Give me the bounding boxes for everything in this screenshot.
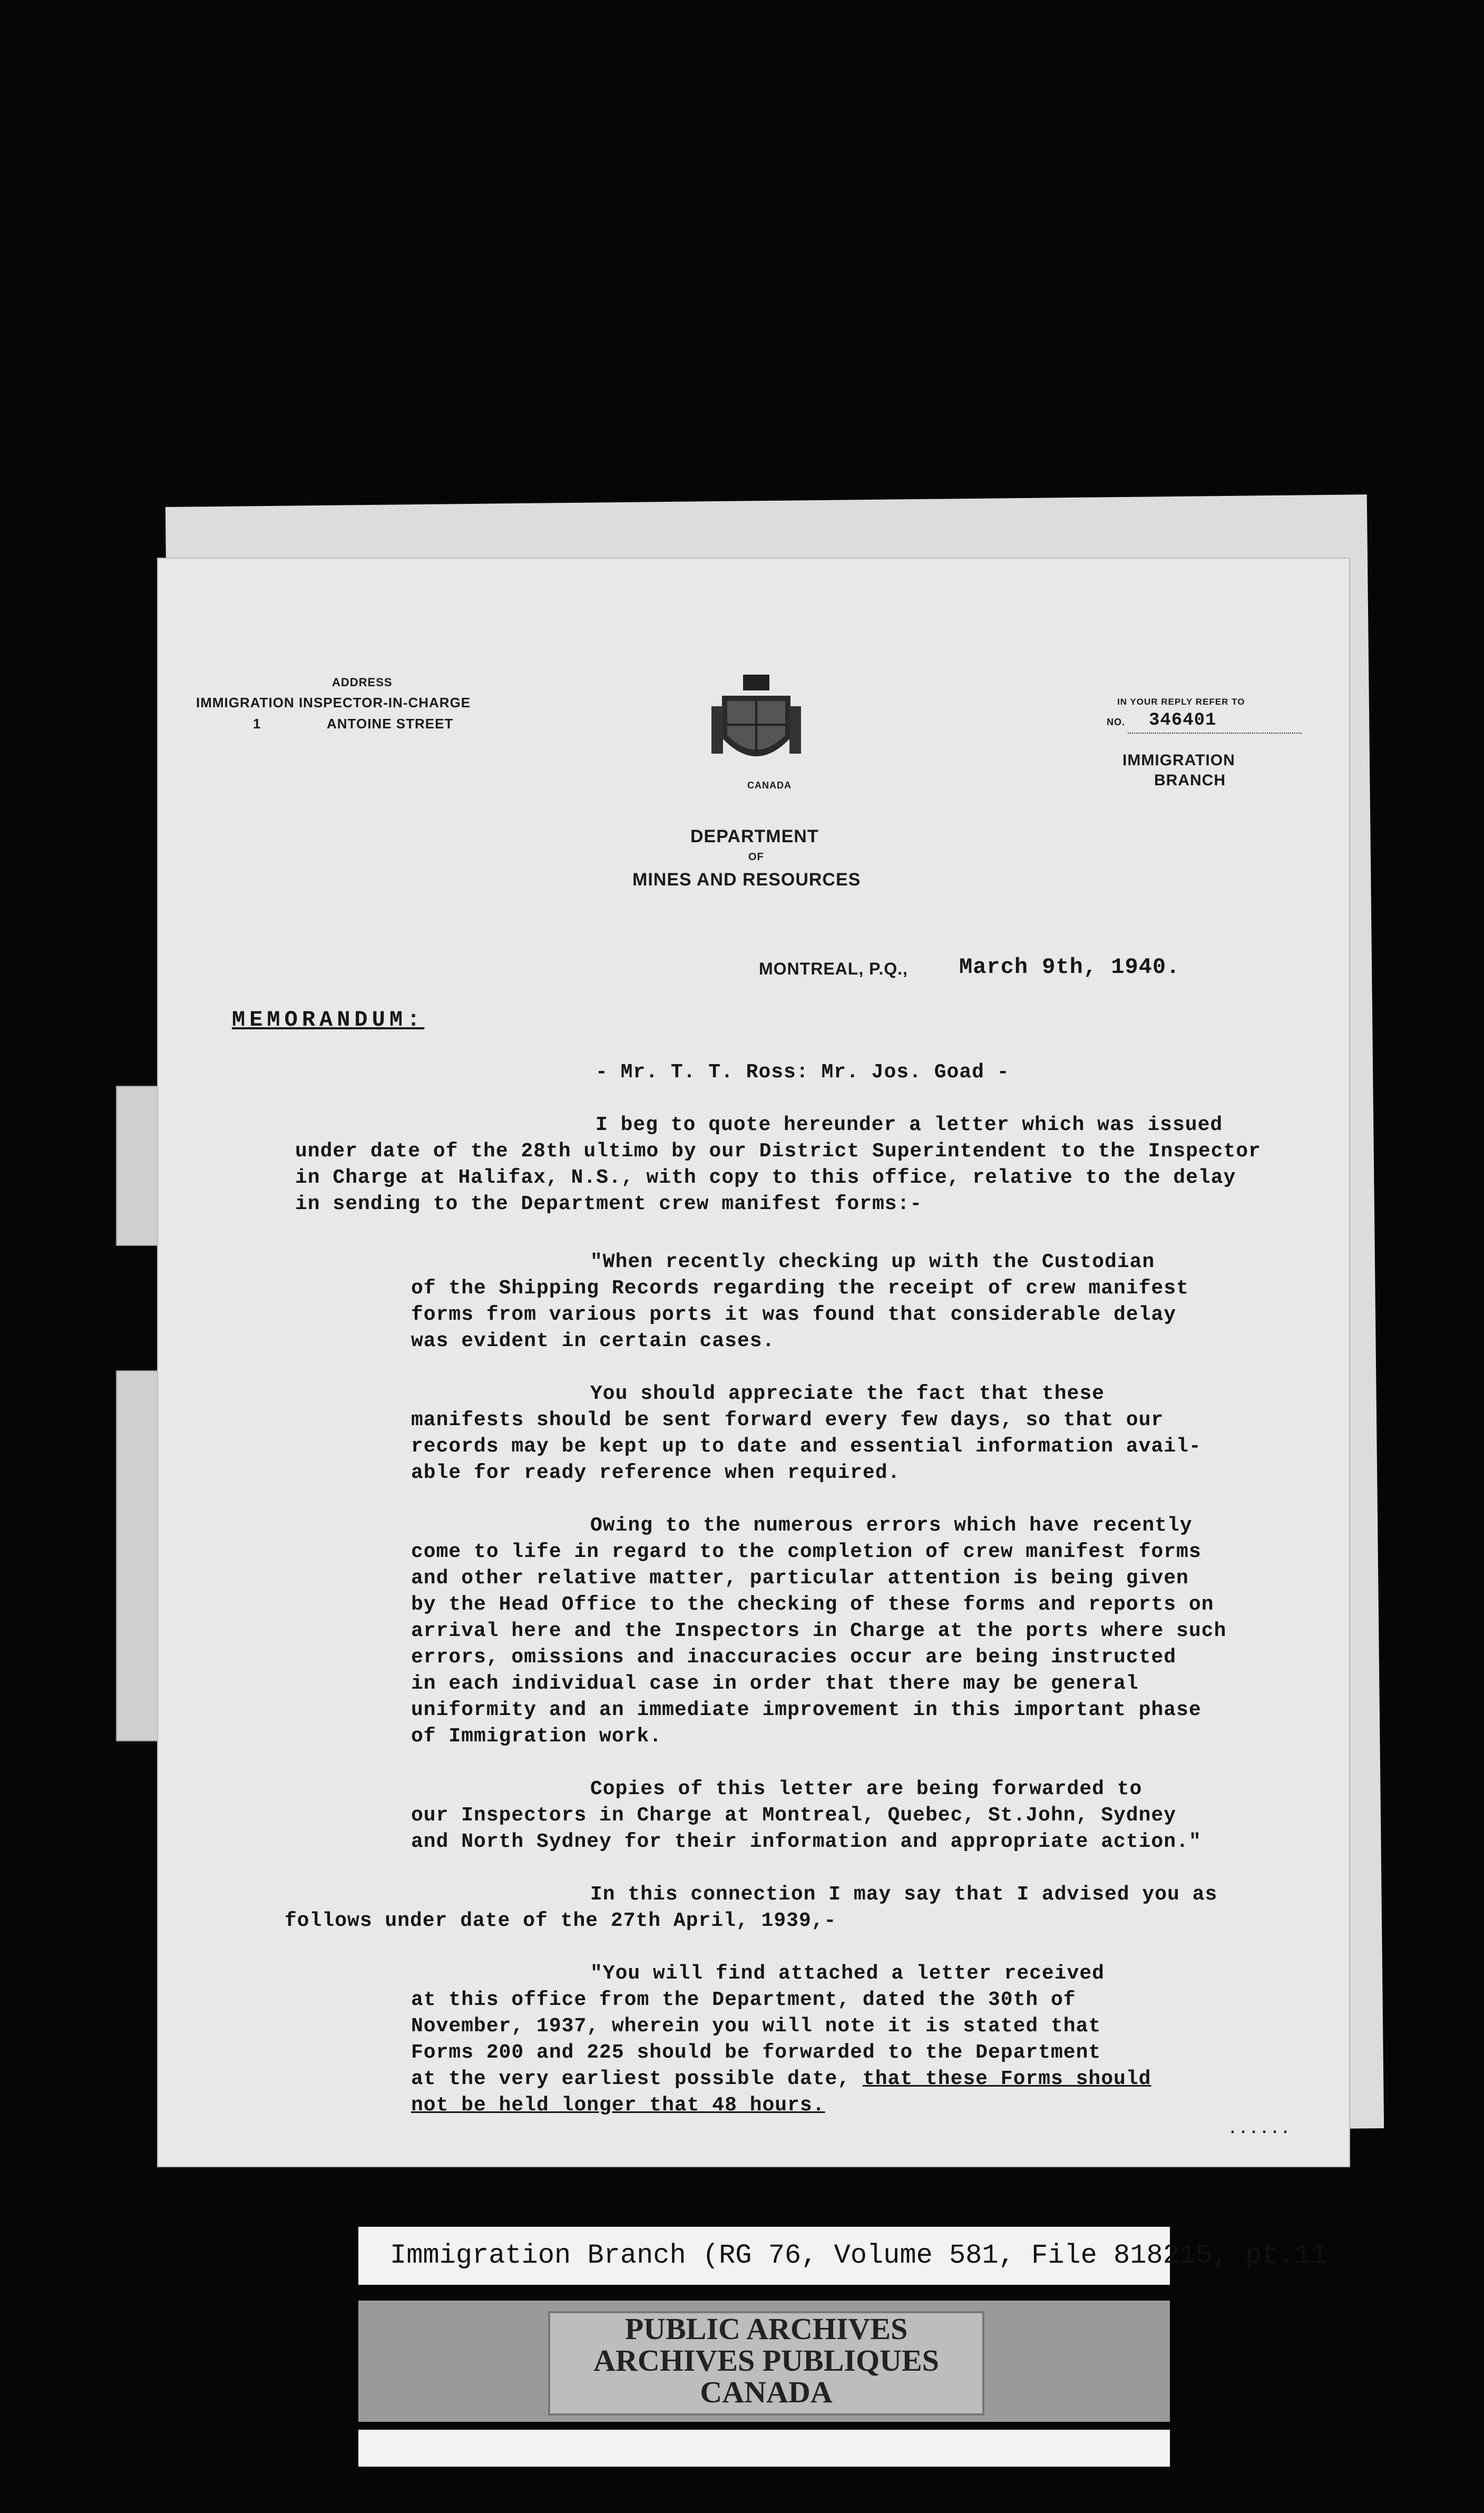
refer-line <box>1128 733 1302 734</box>
text-line: in sending to the Department crew manifest forms:- <box>295 1193 923 1215</box>
bottom-strip <box>358 2430 1170 2467</box>
text-line: our Inspectors in Charge at Montreal, Quebec, St.John, Sydney <box>411 1804 1177 1827</box>
text-line: of Immigration work. <box>411 1725 662 1748</box>
text-line: "You will find attached a letter received <box>590 1962 1105 1985</box>
text-line: errors, omissions and inaccuracies occur are being instructed <box>411 1646 1177 1669</box>
stamp-line-3: CANADA <box>700 2375 833 2409</box>
archive-reference-label: Immigration Branch (RG 76, Volume 581, File 818215, pt.11 <box>358 2227 1170 2285</box>
text-line <box>411 2066 1151 2092</box>
text-line: was evident in certain cases. <box>411 1330 775 1352</box>
archive-stamp-area <box>358 2301 1170 2422</box>
archive-stamp <box>548 2311 984 2415</box>
text-line: arrival here and the Inspectors in Charge at the ports where such <box>411 1620 1227 1642</box>
text-line: by the Head Office to the checking of these forms and reports on <box>411 1593 1214 1616</box>
stamp-line-2: ARCHIVES PUBLIQUES <box>593 2343 939 2378</box>
text-line: Owing to the numerous errors which have recently <box>590 1514 1193 1537</box>
text-line: of the Shipping Records regarding the receipt of crew manifest <box>411 1277 1189 1300</box>
text-line: November, 1937, wherein you will note it is stated that <box>411 2015 1101 2038</box>
memo-heading: MEMORANDUM: <box>232 1007 425 1033</box>
address-line-1: IMMIGRATION INSPECTOR-IN-CHARGE <box>196 695 471 710</box>
text-line: and North Sydney for their information and appropriate action." <box>411 1830 1202 1853</box>
underlined-text: not be held longer that 48 hours. <box>411 2094 825 2117</box>
address-label: ADDRESS <box>332 676 393 689</box>
refer-no-label: NO. <box>1107 717 1126 727</box>
underlined-text: that these Forms should <box>862 2068 1151 2090</box>
text-line: in Charge at Halifax, N.S., with copy to this office, relative to the delay <box>295 1166 1236 1189</box>
text-line: Forms 200 and 225 should be forwarded to the Department <box>411 2041 1101 2064</box>
branch-line-2: BRANCH <box>1154 772 1226 789</box>
address-number: 1 <box>253 716 261 732</box>
place: MONTREAL, P.Q., <box>759 959 908 978</box>
text-line: Copies of this letter are being forwarded to <box>590 1778 1143 1800</box>
branch-line-1: IMMIGRATION <box>1122 752 1235 769</box>
ministry-title: MINES AND RESOURCES <box>632 870 861 890</box>
memo-recipients: - Mr. T. T. Ross: Mr. Jos. Goad - <box>595 1061 1010 1084</box>
text-line: able for ready reference when required. <box>411 1462 901 1484</box>
continuation-mark: ...... <box>1228 2120 1292 2138</box>
text-line: records may be kept up to date and essential information avail- <box>411 1435 1202 1458</box>
refer-number: 346401 <box>1149 710 1217 730</box>
stamp-line-1: PUBLIC ARCHIVES <box>624 2312 908 2346</box>
canada-crest-icon <box>711 675 801 775</box>
department-title: DEPARTMENT <box>690 826 819 846</box>
text-span: at the very earliest possible date, <box>411 2068 863 2090</box>
text-line: at this office from the Department, dated the 30th of <box>411 1989 1076 2011</box>
text-line: I beg to quote hereunder a letter which was issued <box>595 1114 1223 1136</box>
text-line: manifests should be sent forward every few days, so that our <box>411 1409 1164 1431</box>
text-line: in each individual case in order that there may be general <box>411 1672 1139 1695</box>
text-line: follows under date of the 27th April, 1939,- <box>285 1910 837 1932</box>
crest-label: CANADA <box>747 780 792 791</box>
refer-label: IN YOUR REPLY REFER TO <box>1117 697 1245 707</box>
text-line: "When recently checking up with the Custodian <box>590 1251 1155 1273</box>
memo-page <box>158 559 1349 2166</box>
text-line: come to life in regard to the completion of crew manifest forms <box>411 1541 1202 1563</box>
text-line: In this connection I may say that I advised you as <box>590 1883 1218 1906</box>
text-line: forms from various ports it was found that considerable delay <box>411 1303 1177 1326</box>
department-of: OF <box>748 851 764 863</box>
text-line: uniformity and an immediate improvement in this important phase <box>411 1699 1202 1721</box>
memo-date: March 9th, 1940. <box>959 954 1180 980</box>
address-line-2: ANTOINE STREET <box>327 716 454 732</box>
text-line: under date of the 28th ultimo by our District Superintendent to the Inspector <box>295 1140 1261 1163</box>
text-line: You should appreciate the fact that these <box>590 1382 1105 1405</box>
text-line: and other relative matter, particular attention is being given <box>411 1567 1189 1590</box>
